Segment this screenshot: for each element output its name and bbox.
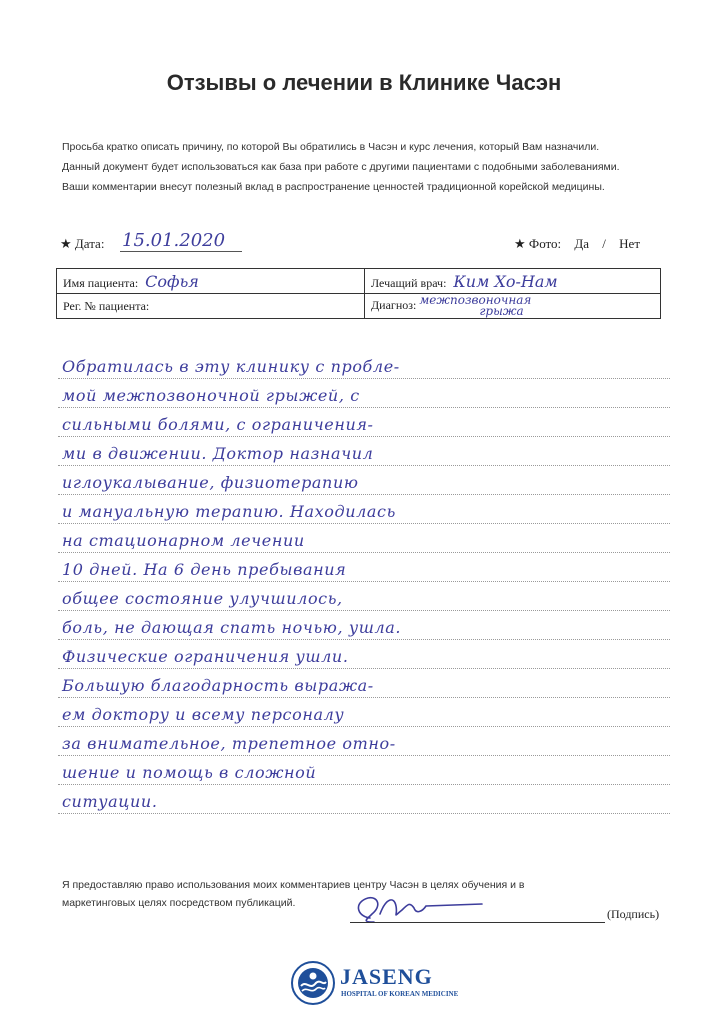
review-line <box>58 727 670 756</box>
review-line-text: иглоукалывание, физиотерапию <box>62 473 359 492</box>
review-line-text: за внимательное, трепетное отно- <box>62 734 396 753</box>
review-line <box>58 785 670 814</box>
review-line-text: общее состояние улучшилось, <box>62 589 343 608</box>
review-line-text: Физические ограничения ушли. <box>62 647 349 666</box>
review-line-text: боль, не дающая спать ночью, ушла. <box>62 618 402 637</box>
photo-choice <box>514 236 640 252</box>
diagnosis-cell[interactable] <box>365 294 661 319</box>
photo-yes-option[interactable]: Да <box>574 236 590 251</box>
doctor-value: Ким Хо-Нам <box>453 271 558 291</box>
patient-name-value: Софья <box>145 271 199 291</box>
photo-no-option[interactable]: Нет <box>619 236 640 251</box>
review-text-area[interactable] <box>58 350 670 814</box>
review-line-text: и мануальную терапию. Находилась <box>62 502 396 521</box>
review-line-text: мой межпозвоночной грыжей, с <box>62 386 360 405</box>
review-line <box>58 582 670 611</box>
doctor-cell[interactable] <box>365 269 661 294</box>
review-line <box>58 553 670 582</box>
review-line-text: 10 дней. На 6 день пребывания <box>62 560 347 579</box>
review-line <box>58 466 670 495</box>
intro-line: Данный документ будет использоваться как база при работе с другими пациентами с подобными заболеваниями. <box>62 161 620 173</box>
diagnosis-value <box>419 295 531 317</box>
review-line-text: шение и помощь в сложной <box>62 763 317 782</box>
logo-name: JASENG <box>340 964 433 989</box>
review-line <box>58 350 670 379</box>
review-line <box>58 524 670 553</box>
page-title: Отзывы о лечении в Клинике Часэн <box>166 70 562 95</box>
intro-text <box>62 137 702 197</box>
photo-separator: / <box>602 236 606 251</box>
logo-subtitle: HOSPITAL OF KOREAN MEDICINE <box>341 990 459 998</box>
review-line-text: Большую благодарность выража- <box>62 676 374 695</box>
date-value[interactable]: 15.01.2020 <box>120 230 242 252</box>
consent-line: маркетинговых целях посредством публикаций. <box>62 897 296 909</box>
doctor-label: Лечащий врач: <box>371 275 447 290</box>
review-line <box>58 640 670 669</box>
review-line-text: ми в движении. Доктор назначил <box>62 444 374 463</box>
intro-line: Просьба кратко описать причину, по которой Вы обратились в Часэн и курс лечения, который Вам назначили. <box>62 141 600 153</box>
review-line-text: на стационарном лечении <box>62 531 305 550</box>
review-line <box>58 408 670 437</box>
review-line <box>58 698 670 727</box>
diagnosis-value-line: грыжа <box>479 304 524 318</box>
photo-label: ★ Фото: <box>514 236 562 251</box>
patient-name-label: Имя пациента: <box>63 275 139 290</box>
patient-name-cell[interactable] <box>57 269 365 294</box>
diagnosis-label: Диагноз: <box>371 297 417 312</box>
diagnosis-value-line: межпозвоночная <box>419 293 532 307</box>
review-line-text: сильными болями, с ограничения- <box>62 415 374 434</box>
intro-line: Ваши комментарии внесут полезный вклад в распространение ценностей традиционной корейской медицины. <box>62 181 605 193</box>
reg-number-cell[interactable] <box>57 294 365 319</box>
review-line-text: ем доктору и всему персоналу <box>62 705 345 724</box>
review-line <box>58 756 670 785</box>
review-line <box>58 379 670 408</box>
review-line <box>58 611 670 640</box>
review-line <box>58 669 670 698</box>
signature-label: (Подпись) <box>607 907 660 921</box>
jaseng-emblem-icon <box>290 960 336 1006</box>
signature-mark <box>352 888 492 934</box>
review-line-text: Обратилась в эту клинику с пробле- <box>62 357 400 376</box>
consent-line: Я предоставляю право использования моих комментариев центру Часэн в целях обучения и в <box>62 879 525 891</box>
date-label: ★ Дата: <box>60 236 105 251</box>
review-line-text: ситуации. <box>62 792 158 811</box>
reg-number-label: Рег. № пациента: <box>63 298 150 313</box>
review-line <box>58 437 670 466</box>
date-photo-row <box>60 232 640 254</box>
review-line <box>58 495 670 524</box>
signature-line[interactable] <box>350 922 605 923</box>
patient-info-table <box>56 268 661 319</box>
